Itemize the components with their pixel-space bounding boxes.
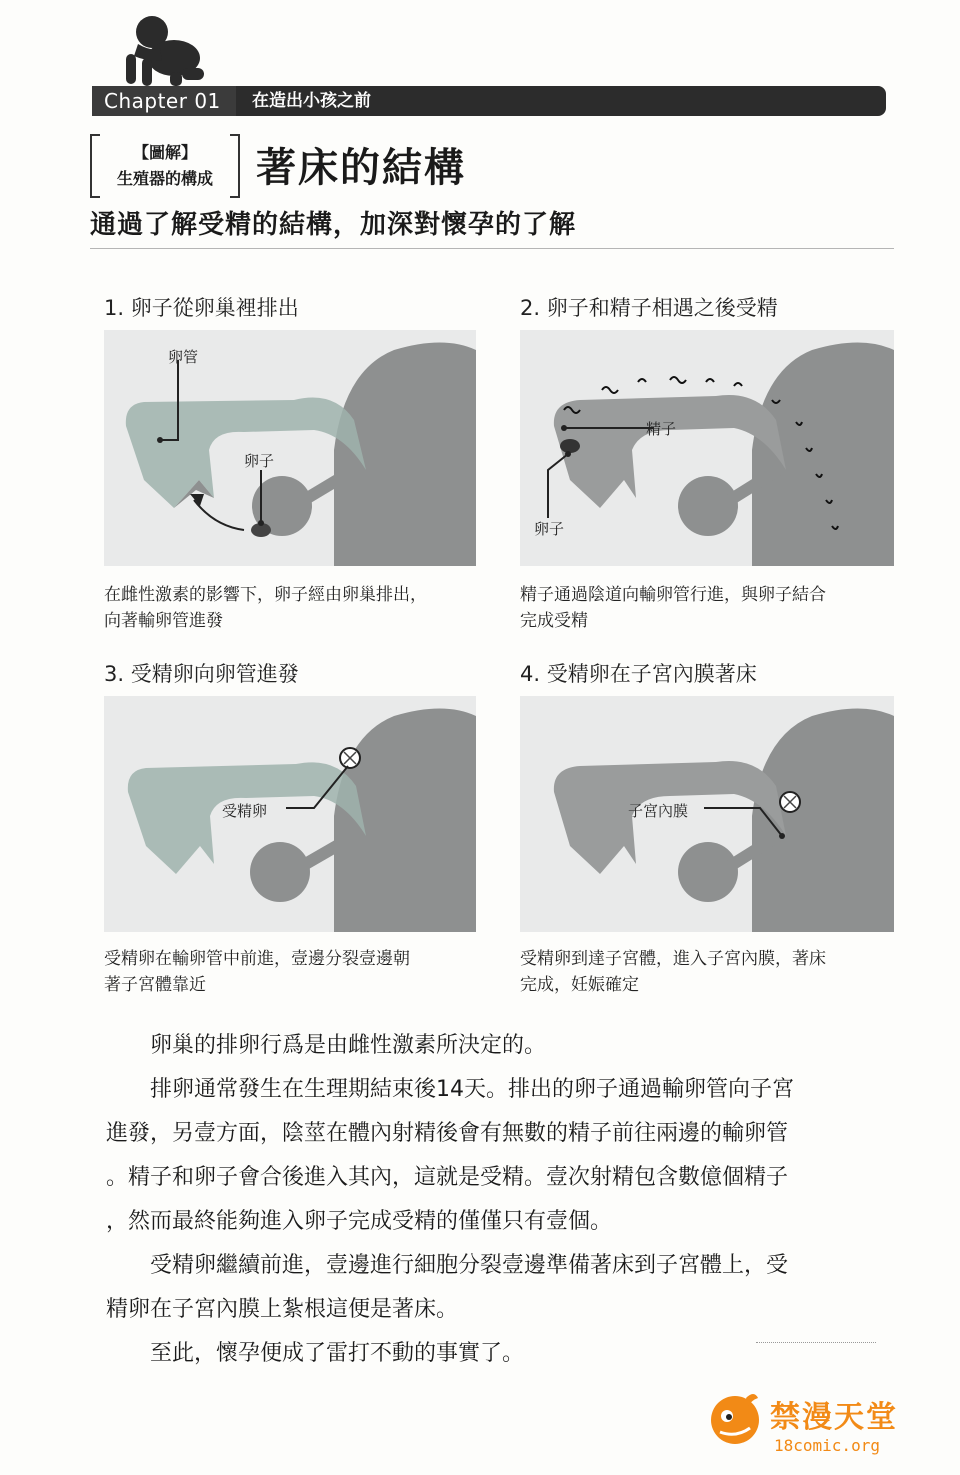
label-fertilized-egg: 受精卵 bbox=[222, 802, 268, 820]
watermark-logo-icon bbox=[706, 1388, 764, 1446]
panel-3-illustration bbox=[104, 696, 476, 932]
caption-line: 向著輸卵管進發 bbox=[104, 611, 223, 631]
body-text bbox=[106, 1024, 886, 1376]
crawling-baby-icon bbox=[112, 14, 208, 88]
panel-3-title: 3. 受精卵向卵管進發 bbox=[104, 662, 299, 686]
watermark-text: 禁漫天堂 bbox=[770, 1400, 898, 1435]
body-line: 進發，另壹方面，陰莖在體內射精後會有無數的精子前往兩邊的輸卵管 bbox=[106, 1121, 789, 1146]
caption-line: 在雌性激素的影響下，卵子經由卵巢排出， bbox=[104, 585, 427, 605]
panel-3-caption bbox=[104, 946, 484, 998]
caption-line: 受精卵在輸卵管中前進，壹邊分裂壹邊朝 bbox=[104, 949, 410, 969]
page-title: 著床的結構 bbox=[256, 145, 466, 191]
body-line: 卵巢的排卵行爲是由雌性激素所決定的。 bbox=[106, 1033, 547, 1058]
panel-1-caption bbox=[104, 582, 484, 634]
panel-2-illustration bbox=[520, 330, 894, 566]
caption-line: 完成受精 bbox=[520, 611, 588, 631]
label-sperm: 精子 bbox=[646, 420, 677, 438]
body-line: 受精卵繼續前進，壹邊進行細胞分裂壹邊準備著床到子宮體上，受 bbox=[106, 1253, 789, 1278]
page-subtitle: 通過了解受精的結構，加深對懷孕的了解 bbox=[90, 210, 577, 240]
panel-1-title: 1. 卵子從卵巢裡排出 bbox=[104, 296, 299, 320]
panel-4-illustration bbox=[520, 696, 894, 932]
body-line: 至此，懷孕便成了雷打不動的事實了。 bbox=[106, 1341, 525, 1366]
caption-line: 受精卵到達子宮體，進入子宮內膜，著床 bbox=[520, 949, 826, 969]
divider bbox=[90, 248, 894, 249]
caption-line: 精子通過陰道向輸卵管行進，與卵子結合 bbox=[520, 585, 826, 605]
body-line: ，然而最終能夠進入卵子完成受精的僅僅只有壹個。 bbox=[106, 1209, 613, 1234]
dotted-rule bbox=[756, 1342, 876, 1343]
panel-2-caption bbox=[520, 582, 900, 634]
label-endometrium: 子宮內膜 bbox=[628, 802, 689, 820]
chapter-label: Chapter 01 bbox=[92, 86, 236, 116]
label-egg: 卵子 bbox=[534, 520, 565, 538]
badge-top-text: 【圖解】 bbox=[132, 143, 197, 162]
label-egg: 卵子 bbox=[244, 452, 275, 470]
badge-bottom-text: 生殖器的構成 bbox=[116, 169, 213, 188]
panel-2-title: 2. 卵子和精子相遇之後受精 bbox=[520, 296, 778, 320]
watermark-url: 18comic.org bbox=[774, 1436, 880, 1455]
body-line: 精卵在子宮內膜上紮根這便是著床。 bbox=[106, 1297, 459, 1322]
chapter-title: 在造出小孩之前 bbox=[252, 91, 371, 111]
panel-1-illustration bbox=[104, 330, 476, 566]
section-badge bbox=[90, 134, 240, 196]
caption-line: 完成，妊娠確定 bbox=[520, 975, 639, 995]
body-line: 。精子和卵子會合後進入其內，這就是受精。壹次射精包含數億個精子 bbox=[106, 1165, 789, 1190]
panel-4-title: 4. 受精卵在子宮內膜著床 bbox=[520, 662, 757, 686]
label-oviduct: 卵管 bbox=[168, 348, 199, 366]
caption-line: 著子宮體靠近 bbox=[104, 975, 206, 995]
panel-4-caption bbox=[520, 946, 900, 998]
body-line: 排卵通常發生在生理期結束後14天。排出的卵子通過輸卵管向子宮 bbox=[106, 1077, 794, 1102]
